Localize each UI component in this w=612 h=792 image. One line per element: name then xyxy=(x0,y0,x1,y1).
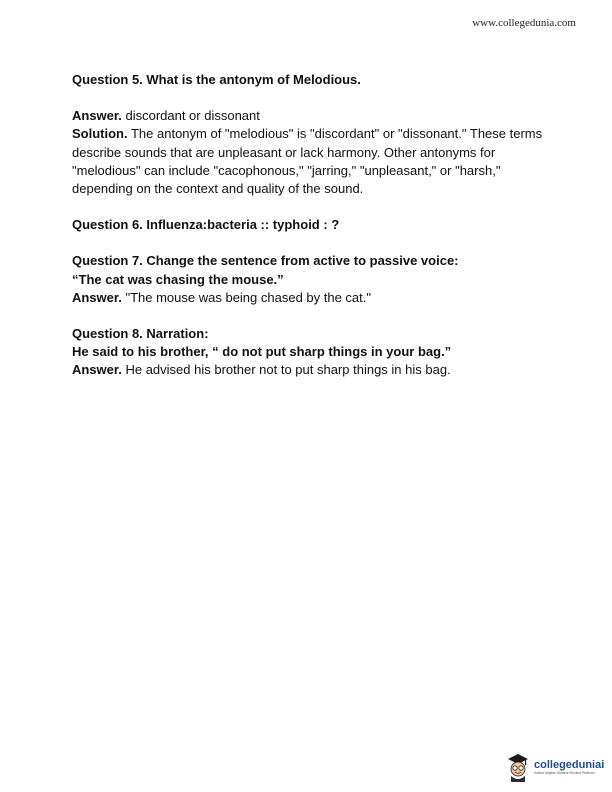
answer-text: "The mouse was being chased by the cat." xyxy=(121,289,372,305)
question-5-solution xyxy=(72,125,552,198)
question-8-title: Question 8. Narration: xyxy=(72,326,209,342)
logo-wordmark: collegeduniai xyxy=(534,758,605,771)
question-7-answer xyxy=(72,289,552,307)
collegedunia-logo xyxy=(506,750,606,784)
site-url: www.collegedunia.com xyxy=(472,17,576,29)
answer-label: Answer. xyxy=(72,108,122,124)
question-7-block xyxy=(72,252,552,307)
answer-text: He advised his brother not to put sharp things in his bag. xyxy=(121,362,451,378)
logo-tagline: India's largest Student Review Platform xyxy=(534,770,595,775)
question-6-title: Question 6. Influenza:bacteria :: typhoid : ? xyxy=(72,217,340,233)
solution-text: The antonym of "melodious" is "discordant" or "dissonant." These terms describe sounds that are unpleasant or lack harmony. Other antonyms for "melodious" can include "cacophonous," "jarring," "unpleasant," or "harsh," depending on the context and quality of the sound. xyxy=(72,126,543,197)
question-8-block xyxy=(72,325,552,380)
document-body xyxy=(72,71,552,398)
question-6-block xyxy=(72,216,552,234)
graduate-mascot-icon xyxy=(506,752,530,782)
answer-label: Answer. xyxy=(72,362,122,378)
question-7-title: Question 7. Change the sentence from active to passive voice: xyxy=(72,253,459,269)
question-5-answer xyxy=(72,107,552,125)
question-8-sentence: He said to his brother, “ do not put sharp things in your bag.” xyxy=(72,344,452,360)
question-8-answer xyxy=(72,361,552,379)
answer-text: discordant or dissonant xyxy=(121,108,260,124)
solution-label: Solution. xyxy=(72,126,128,142)
question-5-answer-block xyxy=(72,107,552,198)
question-5-title: Question 5. What is the antonym of Melodious. xyxy=(72,72,361,87)
question-7-sentence: “The cat was chasing the mouse.” xyxy=(72,271,284,287)
question-5-block xyxy=(72,71,552,89)
answer-label: Answer. xyxy=(72,289,122,305)
